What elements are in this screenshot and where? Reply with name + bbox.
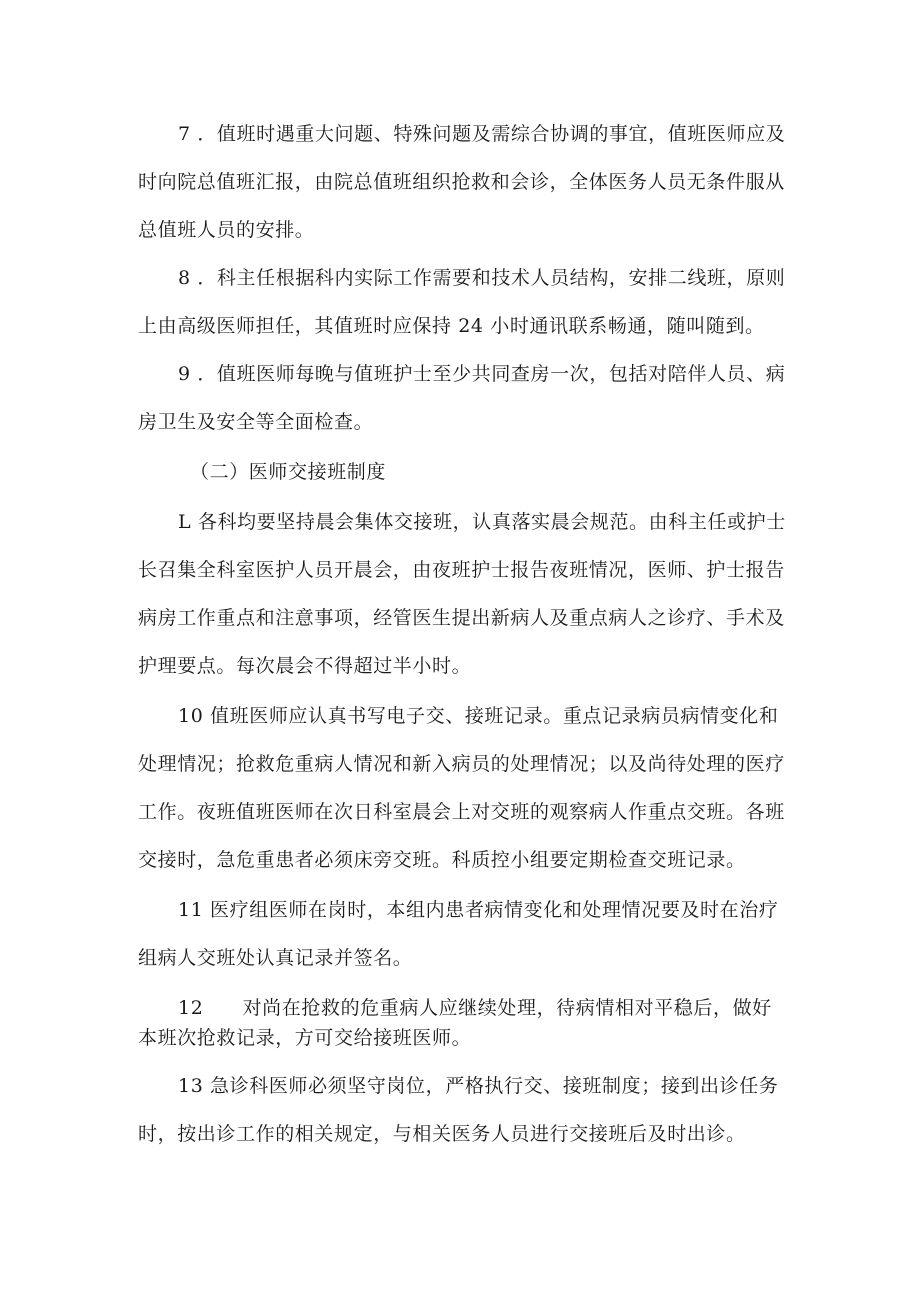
paragraph-13-line-1: 13 急诊科医师必须坚守岗位，严格执行交、接班制度；接到出诊任务: [178, 1075, 779, 1097]
section-heading: （二）医师交接班制度: [190, 461, 387, 483]
paragraph-7-line-2: 时向院总值班汇报，由院总值班组织抢救和会诊，全体医务人员无条件服从: [138, 171, 785, 193]
paragraph-13-line-2: 时，按出诊工作的相关规定，与相关医务人员进行交接班后及时出诊。: [138, 1123, 746, 1145]
paragraph-1-line-4: 护理要点。每次晨会不得超过半小时。: [138, 655, 472, 677]
paragraph-10-line-1: 10 值班医师应认真书写电子交、接班记录。重点记录病员病情变化和: [178, 705, 779, 727]
paragraph-8-line-1: 8 ．科主任根据科内实际工作需要和技术人员结构，安排二线班，原则: [178, 267, 786, 289]
paragraph-11-line-2: 组病人交班处认真记录并签名。: [138, 947, 413, 969]
paragraph-1-line-1: L 各科均要坚持晨会集体交接班，认真落实晨会规范。由科主任或护士: [178, 511, 786, 533]
paragraph-9-line-2: 房卫生及安全等全面检查。: [138, 411, 374, 433]
paragraph-7-line-1: 7 ．值班时遇重大问题、特殊问题及需综合协调的事宜，值班医师应及: [178, 123, 786, 145]
paragraph-1-line-2: 长召集全科室医护人员开晨会，由夜班护士报告夜班情况，医师、护士报告: [138, 559, 785, 581]
paragraph-9-line-1: 9 ．值班医师每晚与值班护士至少共同查房一次，包括对陪伴人员、病: [178, 363, 786, 385]
paragraph-10-line-2: 处理情况；抢救危重病人情况和新入病员的处理情况；以及尚待处理的医疗: [138, 753, 785, 775]
paragraph-8-line-2: 上由高级医师担任，其值班时应保持 24 小时通讯联系畅通，随叫随到。: [138, 315, 765, 337]
paragraph-12-line-2: 本班次抢救记录，方可交给接班医师。: [138, 1027, 472, 1049]
paragraph-11-line-1: 11 医疗组医师在岗时，本组内患者病情变化和处理情况要及时在治疗: [178, 899, 779, 921]
paragraph-12-line-1: 12 对尚在抢救的危重病人应继续处理，待病情相对平稳后，做好: [178, 997, 772, 1019]
paragraph-10-line-3: 工作。夜班值班医师在次日科室晨会上对交班的观察病人作重点交班。各班: [138, 801, 785, 823]
paragraph-10-line-4: 交接时，急危重患者必须床旁交班。科质控小组要定期检查交班记录。: [138, 849, 746, 871]
paragraph-7-line-3: 总值班人员的安排。: [138, 219, 315, 241]
paragraph-1-line-3: 病房工作重点和注意事项，经管医生提出新病人及重点病人之诊疗、手术及: [138, 607, 785, 629]
